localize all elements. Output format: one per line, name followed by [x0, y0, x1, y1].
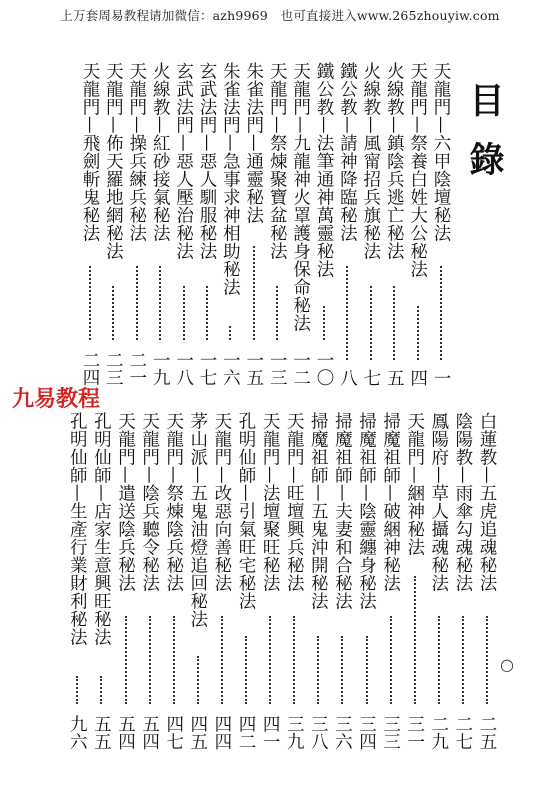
toc-entry-title: 掃魔祖師—陰靈纏身秘法	[356, 412, 377, 610]
toc-entry-title: 掃魔祖師—五鬼沖開秘法	[308, 412, 329, 610]
toc-entry	[332, 412, 352, 750]
toc-dot-leader	[206, 286, 208, 340]
toc-entry-page: 一五	[243, 351, 264, 386]
toc-dot-leader	[462, 616, 464, 704]
toc-dot-leader	[253, 246, 255, 340]
toc-entry-page: 五五	[91, 715, 112, 750]
toc-entry-page: 三三	[380, 715, 401, 750]
toc-entry	[405, 412, 425, 750]
toc-entry	[91, 412, 111, 750]
toc-entry-page: 一九	[150, 351, 171, 386]
page-header-banner: 上万套周易教程请加微信：azh9969 也可直接进入www.265zhouyiw.com	[60, 8, 500, 23]
toc-entry-page: 五四	[115, 715, 136, 750]
toc-dot-leader	[269, 616, 271, 704]
toc-entry-title: 天龍門—祭煉聚寶盆秘法	[267, 62, 288, 260]
toc-entry-title: 玄武法門—惡人壓治秘法	[173, 62, 194, 260]
toc-entry-title: 孔明仙師—店家生意興旺秘法	[91, 412, 112, 646]
toc-dot-leader	[89, 266, 91, 340]
toc-entry-page: 三四	[356, 715, 377, 750]
toc-dot-leader	[197, 656, 199, 704]
toc-entry-title: 天龍門—祭煉陰兵秘法	[163, 412, 184, 592]
toc-entry-page: 二九	[428, 715, 449, 750]
toc-dot-leader	[440, 266, 442, 360]
toc-entry	[197, 62, 217, 386]
toc-entry-title: 掃魔祖師—破綑神秘法	[380, 412, 401, 592]
toc-entry-title: 玄武法門—惡人馴服秘法	[197, 62, 217, 260]
toc-entry	[212, 412, 232, 750]
toc-entry-page: 二三	[103, 351, 124, 386]
toc-dot-leader	[293, 616, 295, 704]
toc-dot-leader	[229, 326, 231, 340]
toc-entry	[431, 62, 451, 386]
toc-entry	[477, 412, 497, 750]
toc-dot-leader	[414, 576, 416, 704]
toc-entry-title: 天龍門—九龍神火罩護身保命秘法	[290, 62, 311, 332]
toc-dot-leader	[417, 306, 419, 360]
toc-entry-page: 一二	[290, 351, 311, 386]
toc-entry-page: 四七	[163, 715, 184, 750]
toc-entry-page: 一三	[267, 351, 288, 386]
toc-dot-leader	[136, 266, 138, 340]
toc-dot-leader	[276, 286, 278, 340]
toc-entry-page: 二四	[80, 351, 100, 386]
toc-dot-leader	[112, 286, 114, 340]
toc-entry-page: 三一	[404, 715, 425, 750]
toc-entry	[103, 62, 123, 386]
toc-entry	[188, 412, 208, 750]
toc-entry-page: 四二	[236, 715, 256, 750]
toc-dot-leader	[100, 676, 102, 704]
toc-entry	[429, 412, 449, 750]
toc-entry-page: 二五	[477, 715, 497, 750]
toc-entry	[150, 62, 170, 386]
toc-dot-leader	[125, 616, 127, 704]
toc-entry	[67, 412, 87, 750]
toc-entry-title: 鳳陽府—草人攝魂秘法	[428, 412, 449, 592]
toc-dot-leader	[323, 306, 325, 340]
toc-dot-leader	[183, 286, 185, 340]
toc-dot-leader	[173, 616, 175, 704]
toc-entry-page: 三九	[284, 715, 305, 750]
toc-entry-page: 五四	[139, 715, 160, 750]
toc-entry	[314, 62, 334, 386]
toc-dot-leader	[159, 266, 161, 340]
toc-entry	[308, 412, 328, 750]
toc-entry-page: 一八	[173, 351, 194, 386]
toc-entry-page: 五	[384, 368, 405, 386]
toc-entry-page: 九六	[67, 715, 88, 750]
toc-entry-title: 陰陽教—雨傘勾魂秘法	[452, 412, 473, 592]
toc-entry-title: 火線教—鎮陰兵逃亡秘法	[384, 62, 405, 260]
toc-entry-title: 天龍門—改惡向善秘法	[211, 412, 232, 592]
toc-entry	[408, 62, 428, 386]
toc-entry	[260, 412, 280, 750]
page-title: 目錄	[464, 82, 505, 200]
toc-entry-page: 三八	[308, 715, 329, 750]
toc-entry-title: 天龍門—祭養白姓大公秘法	[407, 62, 428, 278]
toc-entry-title: 天龍門—佈天羅地網秘法	[103, 62, 124, 260]
toc-entry-title: 天龍門—旺壇興兵秘法	[284, 412, 305, 592]
toc-dot-leader	[393, 286, 395, 360]
toc-dot-leader	[341, 636, 343, 704]
toc-dot-leader	[370, 286, 372, 360]
toc-entry-title: 天龍門—操兵練兵秘法	[126, 62, 147, 242]
toc-dot-leader	[438, 616, 440, 704]
toc-entry-title: 鐵公教—請神降臨秘法	[337, 62, 358, 242]
toc-dot-leader	[221, 616, 223, 704]
toc-entry-title: 茅山派—五鬼油燈追回秘法	[187, 412, 208, 628]
toc-entry	[267, 62, 287, 386]
toc-entry	[284, 412, 304, 750]
toc-entry	[164, 412, 184, 750]
toc-entry-page: 一〇	[314, 351, 334, 386]
toc-entry	[291, 62, 311, 386]
toc-dot-leader	[149, 616, 151, 704]
toc-entry-title: 朱雀法門—急事求神相助秘法	[220, 62, 241, 296]
toc-dot-leader	[390, 616, 392, 704]
toc-entry-page: 四一	[260, 715, 281, 750]
toc-dot-leader	[317, 636, 319, 704]
toc-entry-page: 四五	[187, 715, 208, 750]
toc-entry-title: 朱雀法門—通靈秘法	[243, 62, 264, 224]
toc-dot-leader	[245, 636, 247, 704]
toc-entry	[244, 62, 264, 386]
toc-entry-page: 一	[431, 368, 451, 386]
toc-entry	[361, 62, 381, 386]
toc-entry	[127, 62, 147, 386]
toc-entry-title: 天龍門—法壇聚旺秘法	[260, 412, 281, 592]
toc-entry-page: 二七	[452, 715, 473, 750]
toc-entry	[140, 412, 160, 750]
toc-entry	[80, 62, 100, 386]
toc-entry	[337, 62, 357, 386]
toc-entry-title: 天龍門—陰兵聽令秘法	[139, 412, 160, 592]
toc-entry-page: 一七	[197, 351, 217, 386]
watermark-text: 九易教程	[12, 387, 101, 412]
toc-entry-page: 一六	[220, 351, 241, 386]
toc-entry-page: 八	[337, 368, 358, 386]
toc-dot-leader	[366, 636, 368, 704]
toc-entry	[384, 62, 404, 386]
toc-entry-title: 火線教—風甯招兵旗秘法	[360, 62, 381, 260]
toc-entry-title: 鐵公教—法筆通神萬靈秘法	[314, 62, 334, 278]
toc-entry	[116, 412, 136, 750]
toc-entry-page: 四四	[211, 715, 232, 750]
toc-entry	[220, 62, 240, 386]
toc-entry	[381, 412, 401, 750]
toc-entry-page: 四	[407, 368, 428, 386]
toc-entry-title: 孔明仙師—引氣旺宅秘法	[236, 412, 256, 610]
toc-entry-page: 七	[360, 368, 381, 386]
toc-entry-page: 二一	[126, 351, 147, 386]
toc-entry-title: 天龍門—遣送陰兵秘法	[115, 412, 136, 592]
toc-entry-title: 火線教—紅砂接氣秘法	[150, 62, 171, 242]
toc-entry	[174, 62, 194, 386]
toc-entry-title: 掃魔祖師—夫妻和合秘法	[332, 412, 353, 610]
toc-entry-title: 白蓮教—五虎追魂秘法	[477, 412, 497, 592]
toc-entry	[357, 412, 377, 750]
toc-dot-leader	[486, 616, 488, 704]
toc-entry-title: 天龍門—飛劍斬鬼秘法	[80, 62, 100, 242]
toc-entry-title: 孔明仙師—生產行業財利秘法	[67, 412, 88, 646]
toc-entry	[236, 412, 256, 750]
corner-mark: ○	[500, 655, 514, 674]
toc-dot-leader	[76, 676, 78, 704]
toc-entry	[453, 412, 473, 750]
toc-dot-leader	[346, 266, 348, 360]
toc-entry-page: 三六	[332, 715, 353, 750]
toc-entry-title: 天龍門—六甲陰壇秘法	[431, 62, 451, 242]
toc-entry-title: 天龍門—綑神秘法	[404, 412, 425, 556]
